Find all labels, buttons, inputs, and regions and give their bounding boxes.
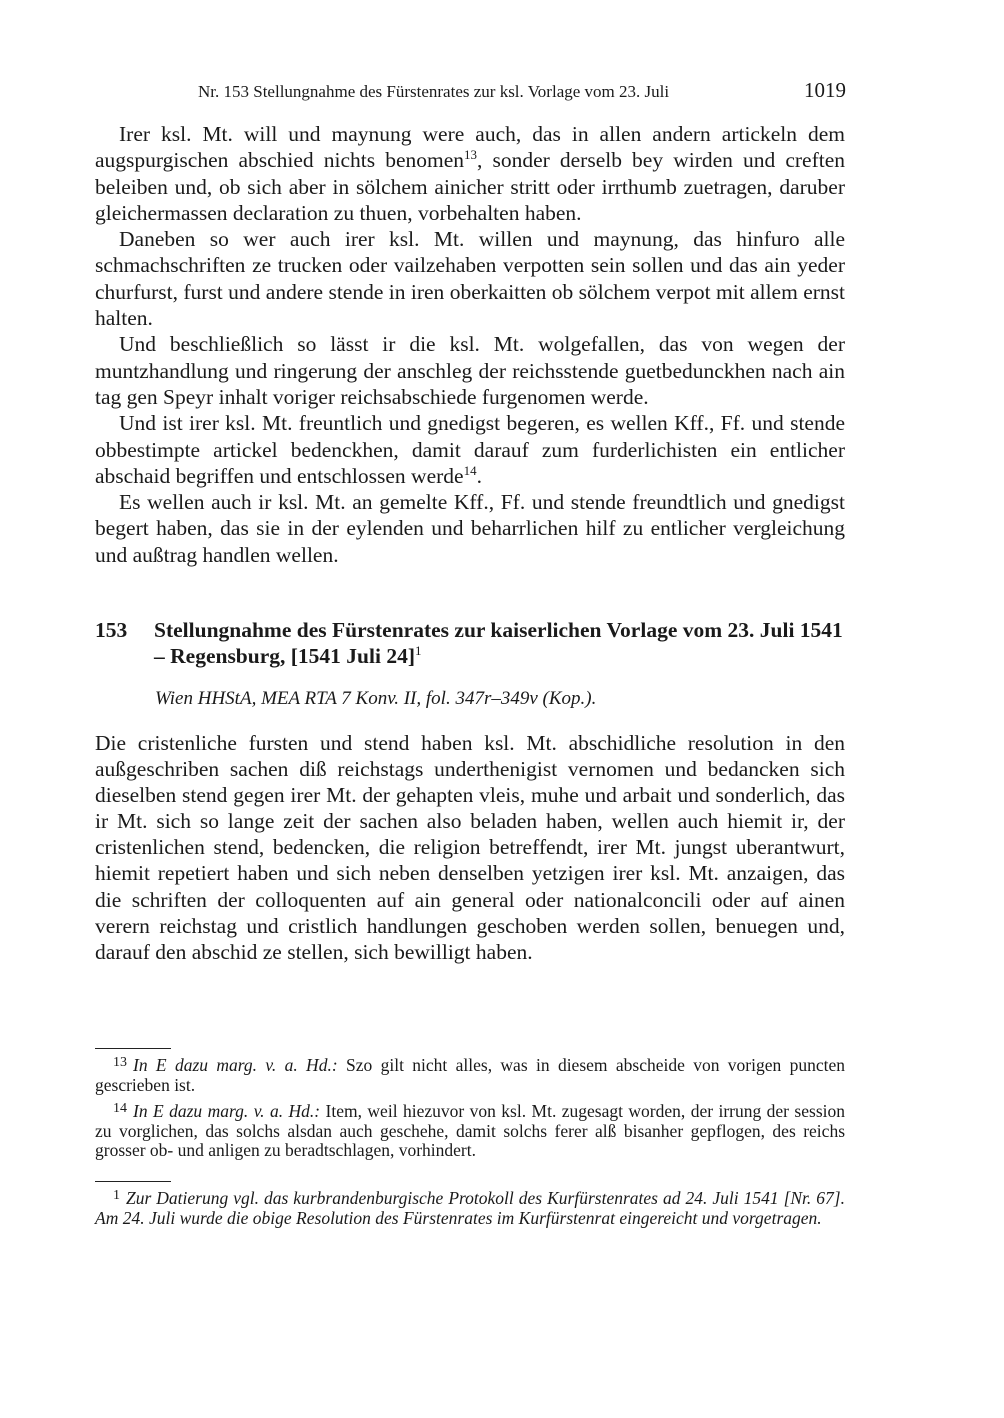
footnote-14: $^{14}$ In E dazu marg. v. a. Hd.: Item, weil hiezuvor von ksl. Mt. zugesagt worden, der irrung der session zu vorglichen, das solchs alsdan auch geschehe, damit solchs ferer alß bisanher gepflogen, des reichs grosser ob- und anligen zu beradtschlagen, vorhindert. xyxy=(95,1101,845,1160)
running-head xyxy=(96,78,846,110)
paragraph: Und ist irer ksl. Mt. freuntlich und gnedigst begeren, es wellen Kff., Ff. und stende obbestimpte artickel bedenckhen, damit darauf zum furderlichisten ein entlicher abschaid begriffen und entschlossen werde$^{14}$. xyxy=(95,411,845,488)
page-number: 1019 xyxy=(804,78,846,102)
paragraph: Die cristenliche fursten und stend haben ksl. Mt. abschidliche resolution in den außgeschriben sachen diß reichstags underthenigist vernomen und bedancken sich dieselben stend gegen irer Mt. der gehapten vleis, muhe und arbait und sonderlich, das ir Mt. sich so lange zeit der sachen also beladen haben, wellen auch hiemit ir, der cristenlichen stend, bedencken, die religion betreffendt, irer Mt. jungst uberantwurt, hiemit repetiert haben und sich neben denselben yetzigen irer ksl. Mt. anzaigen, das die schriften der colloquenten auf ain general oder nationalconcili oder auf ainen verern reichstag und cristlich handlungen geschoben werden sollen, benuegen und, darauf den abschid ze stellen, sich bewilligt haben. xyxy=(95,731,845,964)
main-text xyxy=(95,730,845,965)
footnote-divider xyxy=(95,1181,171,1182)
footnote-ref-14[interactable]: 14 xyxy=(463,462,477,478)
editorial-footnotes xyxy=(95,1186,845,1232)
running-head-title: Nr. 153 Stellungnahme des Fürstenrates zur ksl. Vorlage vom 23. Juli xyxy=(198,82,670,101)
footnote-divider xyxy=(95,1048,171,1049)
footnote-1: $^1$ Zur Datierung vgl. das kurbrandenburgische Protokoll des Kurfürstenrates ad 24. Juli 1541 [Nr. 67]. Am 24. Juli wurde die obige Resolution des Fürstenrates im Kurfürstenrat eingereicht und vorgetragen. xyxy=(95,1188,845,1228)
footnote-13: $^{13}$ In E dazu marg. v. a. Hd.: Szo gilt nicht alles, was in diesem abscheide von vorigen puncten gescrieben ist. xyxy=(95,1055,846,1095)
paragraph: Es wellen auch ir ksl. Mt. an gemelte Kff., Ff. und stende freundtlich und gnedigst begert haben, das sie in der eylenden und beharrlichen hilf zu entlicher vergleichung und außtrag handlen wellen. xyxy=(95,490,845,567)
continued-text xyxy=(95,121,845,568)
paragraph: Und beschließlich so lässt ir die ksl. Mt. wolgefallen, das von wegen der muntzhandlung und ringerung der anschleg der reichsstende guetbedunckhen nach ain tag gen Speyr inhalt voriger reichsabschiede furgenomen werde. xyxy=(95,332,845,409)
footnote-ref-13[interactable]: 13 xyxy=(464,147,478,163)
paragraph: Daneben so wer auch irer ksl. Mt. willen und maynung, das hinfuro alle schmachschriften ze trucken oder vailzehaben verpotten sein sollen und das ain yeder churfurst, furst und andere stende in iren oberkaitten ob sölchem verpot mit allem ernst halten. xyxy=(95,227,845,331)
source-line: Wien HHStA, MEA RTA 7 Konv. II, fol. 347r–349v (Kop.). xyxy=(155,688,597,709)
section-heading xyxy=(95,617,847,669)
footnote-ref-1[interactable]: 1 xyxy=(415,643,422,658)
paragraph: Irer ksl. Mt. will und maynung were auch, das in allen andern artickeln dem augspurgischen abschied nichts benomen$^{13}$, sonder derselb bey wirden und creften beleiben und, ob sich aber in sölchem ainicher stritt oder irrthumb zuetragen, daruber gleichermassen declaration zu thuen, vorbehalten haben. xyxy=(95,122,845,225)
section-number: 153 xyxy=(95,618,128,642)
section-title: Stellungnahme des Fürstenrates zur kaiserlichen Vorlage vom 23. Juli 1541 – Regensburg, [1541 Juli 24] xyxy=(154,618,843,668)
text-footnotes xyxy=(95,1053,845,1165)
